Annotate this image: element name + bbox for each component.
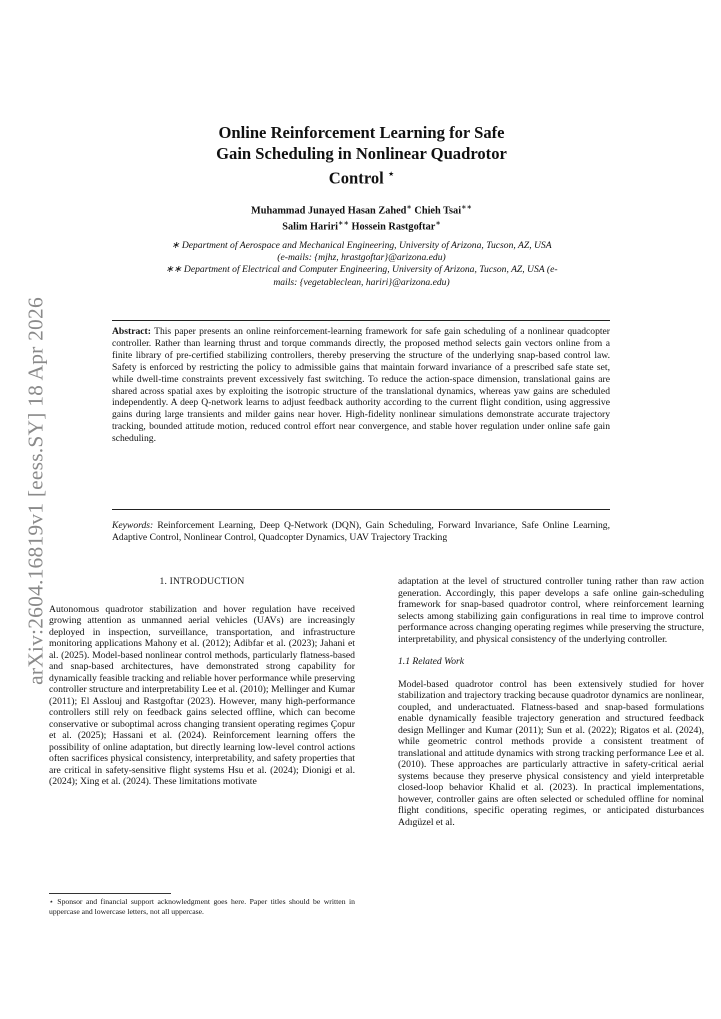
keywords-text: Reinforcement Learning, Deep Q-Network (DQN), Gain Scheduling, Forward Invariance, Safe Online Learning, Adaptive Control, Nonlinear Control, Quadcopter Dynamics, UAV Trajectory Tracking	[112, 520, 610, 543]
author-mark: ∗	[406, 204, 412, 211]
affiliation: ∗∗ Department of Electrical and Computer Engineering, University of Arizona, Tucson, AZ, USA (e-mails: {vegetableclean, hariri}@arizona.edu)	[165, 264, 558, 288]
author-name: Chieh Tsai	[414, 205, 462, 217]
abstract	[112, 326, 610, 445]
author-mark: ∗∗	[461, 204, 472, 211]
intro-paragraph-continued: adaptation at the level of structured controller tuning rather than raw action generation. Accordingly, this paper develops a safe online gain-scheduling framework for snap-based quadrotor control, where reinforcement learning selects among stabilizing gain configurations in real time to improve control performance across changing operating regimes while preserving the structure, interpretability, and physical consistency of the underlying controller.	[398, 576, 704, 645]
left-column	[49, 576, 355, 788]
author-line	[160, 201, 563, 217]
footnote-rule	[49, 893, 171, 894]
title-line	[140, 164, 583, 189]
author-list	[160, 201, 563, 234]
footnote: ⋆ Sponsor and financial support acknowledgment goes here. Paper titles should be written in uppercase and lowercase letters, not all uppercase.	[49, 897, 355, 916]
author-name: Hossein Rastgoftar	[351, 221, 436, 233]
title-line: Online Reinforcement Learning for Safe	[218, 123, 505, 142]
affiliations	[165, 240, 558, 289]
affiliation: ∗ Department of Aerospace and Mechanical Engineering, University of Arizona, Tucson, AZ, USA (e-mails: {mjhz, hrastgoftar}@arizona.edu)	[171, 240, 552, 264]
author-mark: ∗∗	[338, 220, 349, 228]
arxiv-stamp-text: arXiv:2604.16819v1 [eess.SY] 18 Apr 2026	[23, 297, 48, 685]
title-line-text: Control	[328, 168, 384, 188]
title-line: Gain Scheduling in Nonlinear Quadrotor	[216, 144, 507, 163]
abstract-text: This paper presents an online reinforcement-learning framework for safe gain scheduling of a nonlinear quadcopter controller. Rather than learning thrust and torque commands directly, the proposed method selects gain vectors online from a finite library of pre-certified stabilizing controllers, thereby preserving the structure of the underlying snap-based control law. Safety is enforced by restricting the policy to admissible gains that maintain forward invariance of a prescribed safe state set, while dwell-time constraints prevent excessively fast switching. To reduce the action-space dimension, translational gains are shared across spatial axes by exploiting the isotropic structure of the translational dynamics, whereas yaw gains are scheduled independently. A deep Q-network learns to adjust feedback authority according to the current flight condition, using aggressive gains during large transients and milder gains near hover. High-fidelity nonlinear simulations demonstrate accurate trajectory tracking, bounded attitude motion, reduced control effort near convergence, and stable hover regulation under online safe gain scheduling.	[112, 326, 610, 445]
author-name: Muhammad Junayed Hasan Zahed	[251, 205, 407, 217]
related-work-paragraph: Model-based quadrotor control has been extensively studied for hover stabilization and trajectory tracking because quadrotor dynamics are nonlinear, coupled, and underactuated. Flatness-based and snap-based formulations enable dynamically feasible trajectory generation and structured feedback design Mellinger and Kumar (2011); Sun et al. (2022); Rigatos et al. (2024), while geometric control methods provide a consistent treatment of translational and attitude dynamics with strong tracking performance Lee et al. (2010). These approaches are particularly attractive in safety-critical aerial systems because they preserve physical consistency and yield interpretable closed-loop behavior Khalid et al. (2023). In practical implementations, however, controller gains are often selected or scheduled offline for nominal flight conditions, specific operating regimes, or anticipated disturbances Adıgüzel et al.	[398, 678, 704, 828]
section-heading: 1. INTRODUCTION	[159, 576, 245, 587]
author-mark: ∗	[435, 220, 441, 228]
subsection-heading: 1.1 Related Work	[398, 656, 464, 667]
abstract-bottom-rule	[112, 509, 610, 510]
right-column	[398, 576, 704, 828]
title-footnote-mark: ⋆	[387, 169, 395, 180]
abstract-label: Abstract:	[112, 326, 151, 337]
keywords-label: Keywords:	[112, 520, 154, 531]
author-line	[160, 217, 563, 233]
paper-title	[140, 122, 583, 189]
author-name: Salim Hariri	[282, 221, 339, 233]
abstract-top-rule	[112, 320, 610, 321]
keywords	[112, 520, 610, 544]
intro-paragraph: Autonomous quadrotor stabilization and hover regulation have received growing attention as unmanned aerial vehicles (UAVs) are increasingly deployed in inspection, surveillance, transportation, and infrastructure monitoring applications Mahony et al. (2012); Adibfar et al. (2023); Jahani et al. (2025). Model-based nonlinear control methods, particularly flatness-based and snap-based architectures, have demonstrated strong capability for dynamically feasible tracking and reliable hover performance while preserving controller structure and interpretability Lee et al. (2010); Mellinger and Kumar (2011); El Asslouj and Rastgoftar (2023). However, many high-performance controllers still rely on feedback gains selected offline, which can become conservative or suboptimal across changing transient operating regimes Çopur et al. (2025); Hassani et al. (2024). Reinforcement learning offers the possibility of online adaptation, but directly learning low-level control actions often sacrifices physical consistency, interpretability, and safety properties that are critical in safety-sensitive flight systems Hsu et al. (2024); Dionigi et al. (2024); Xing et al. (2024). These limitations motivate	[49, 603, 355, 787]
